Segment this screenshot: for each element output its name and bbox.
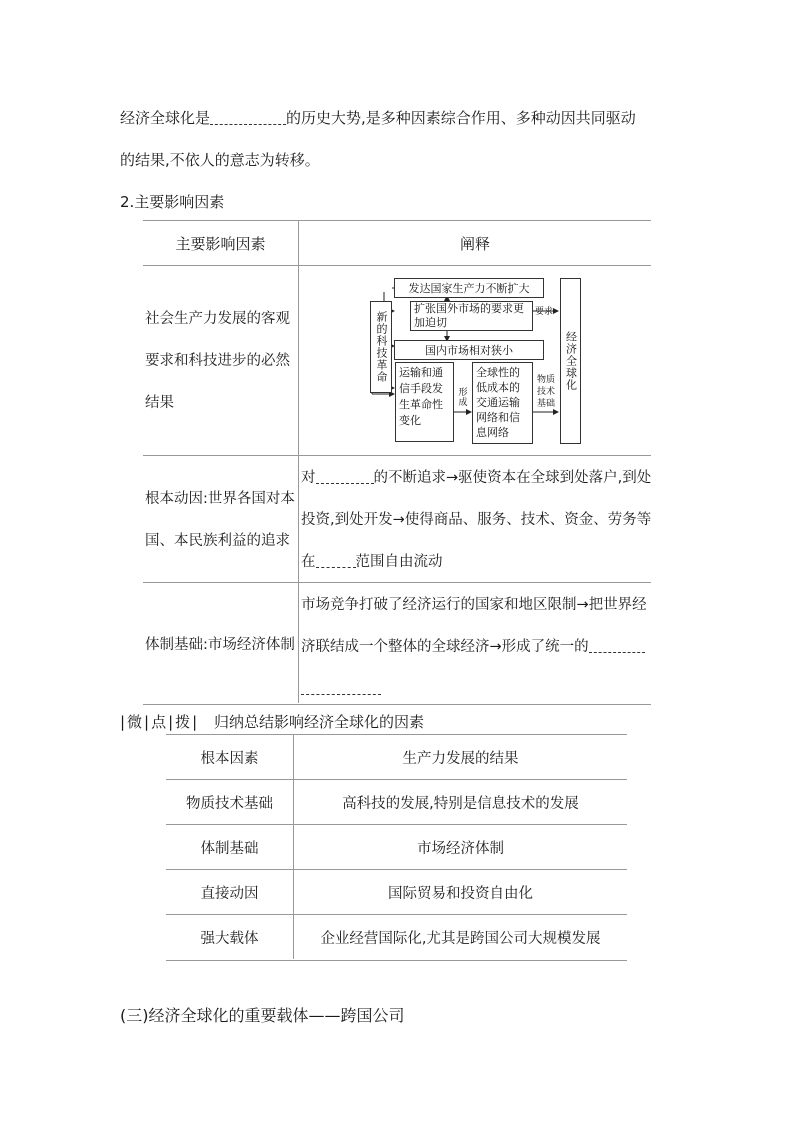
globalization-diagram — [299, 266, 651, 456]
next-section-heading: (三)经济全球化的重要载体——跨国公司 — [120, 1006, 405, 1025]
box-productivity: 发达国家生产力不断扩大 — [394, 278, 544, 298]
tip-title: 归纳总结影响经济全球化的因素 — [214, 713, 425, 731]
factor-text: 体制基础:市场经济体制 — [145, 637, 295, 653]
desc-cell: 国际贸易和投资自由化 — [388, 886, 533, 902]
section-heading: 2.主要影响因素 — [120, 193, 225, 211]
fill-blank[interactable] — [589, 634, 645, 653]
factor-cell — [143, 583, 300, 704]
table-row — [166, 734, 627, 780]
box-market-demand: 扩张国外市场的要求更加迫切 — [410, 301, 533, 331]
explanation-text: 范围自由流动 — [355, 554, 443, 570]
box-tech-revolution: 新的科技革命 — [370, 301, 392, 393]
header-explanation: 阐释 — [459, 235, 490, 253]
explanation-cell — [299, 584, 653, 710]
table-header-row — [143, 220, 651, 266]
factor-text: 根本动因:世界各国对本国、本民族利益的追求 — [145, 490, 295, 549]
intro-paragraph — [120, 97, 680, 181]
table-row — [166, 914, 627, 961]
label-form: 形成 — [456, 387, 467, 407]
intro-text-3: 的结果,不依人的意志为转移。 — [120, 151, 320, 169]
factor-text: 社会生产力发展的客观要求和科技进步的必然结果 — [145, 311, 290, 411]
explanation-text: 对 — [301, 470, 316, 486]
factor-cell — [143, 266, 300, 456]
box-economic-globalization: 经济全球化 — [560, 278, 581, 444]
explanation-cell — [299, 457, 653, 583]
fill-blank[interactable] — [210, 106, 286, 125]
desc-cell: 企业经营国际化,尤其是跨国公司大规模发展 — [320, 931, 601, 947]
factor-cell: 强大载体 — [200, 931, 259, 947]
table-row — [143, 582, 651, 705]
box-transport-communication: 运输和通信手段发生革命性变化 — [395, 362, 454, 442]
intro-text-1: 经济全球化是 — [120, 109, 211, 127]
table-row — [143, 265, 651, 456]
factor-cell: 直接动因 — [200, 886, 259, 902]
fill-blank[interactable] — [316, 465, 374, 484]
desc-cell: 市场经济体制 — [417, 841, 504, 857]
table-row — [143, 455, 651, 583]
box-domestic-market: 国内市场相对狭小 — [394, 340, 544, 360]
factor-cell: 体制基础 — [200, 841, 259, 857]
tip-line — [120, 711, 424, 732]
header-factor: 主要影响因素 — [175, 235, 266, 253]
label-material-basis: 物质技术基础 — [536, 375, 555, 409]
desc-cell: 高科技的发展,特别是信息技术的发展 — [342, 796, 579, 812]
table-row — [166, 869, 627, 915]
fill-blank[interactable] — [316, 549, 356, 568]
desc-cell: 生产力发展的结果 — [402, 751, 519, 767]
fill-blank[interactable] — [301, 676, 381, 695]
table-row — [166, 779, 627, 825]
tip-tag: |微|点|拨| — [120, 713, 200, 731]
box-global-network: 全球性的低成本的交通运输网络和信息网络 — [472, 362, 533, 444]
label-require: 要求 — [535, 307, 554, 317]
factor-cell: 根本因素 — [200, 751, 259, 767]
factor-cell — [143, 456, 300, 583]
explanation-text: 市场竞争打破了经济运行的国家和地区限制→把世界经济联结成一个整体的全球经济→形成了统一的 — [301, 597, 647, 655]
diagram-cell — [299, 266, 651, 456]
explanation-text: 的不断追求→驱使资本在全球到处落户,到处投资,到处开发→使得商品、服务、技术、资金、劳务等在 — [301, 470, 652, 570]
table-row — [166, 824, 627, 870]
factor-cell: 物质技术基础 — [186, 796, 273, 812]
intro-text-2: 的历史大势,是多种因素综合作用、多种动因共同驱动 — [286, 109, 636, 127]
